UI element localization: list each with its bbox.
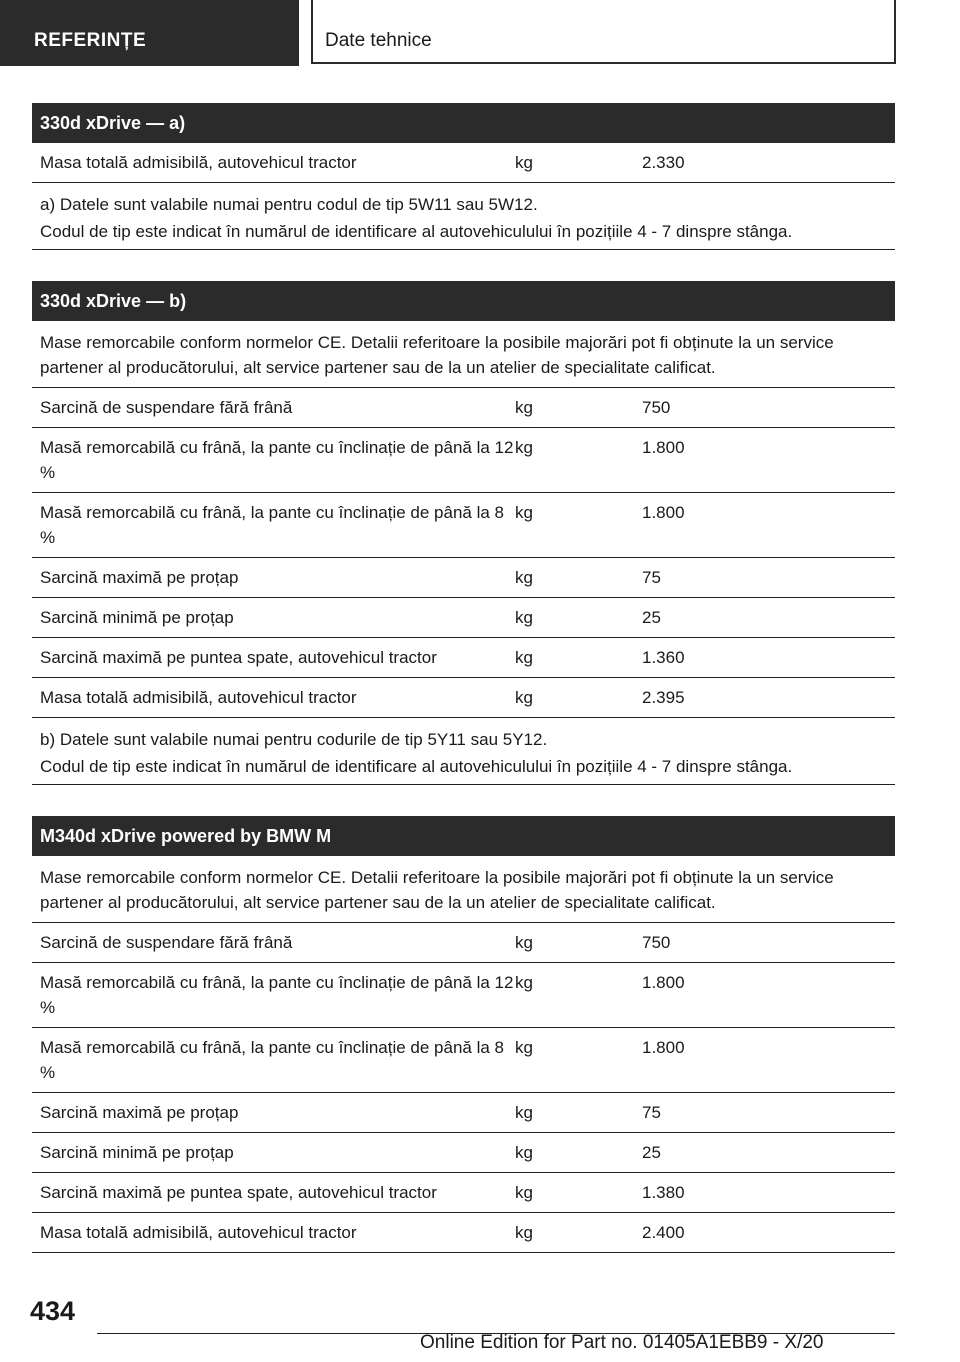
table-row	[32, 963, 895, 1028]
row-value: 75	[642, 568, 661, 587]
row-unit: kg	[515, 503, 533, 522]
row-value: 1.800	[642, 438, 685, 457]
row-value: 750	[642, 933, 671, 952]
table-row	[32, 493, 895, 558]
row-unit: kg	[515, 1143, 533, 1162]
row-label: Sarcină maximă pe proțap	[40, 568, 239, 587]
table-row	[32, 1213, 895, 1253]
row-value: 1.800	[642, 503, 685, 522]
row-value: 1.800	[642, 973, 685, 992]
table-row	[32, 1093, 895, 1133]
row-label: Sarcină de suspendare fără frână	[40, 933, 293, 952]
footnotes	[32, 718, 895, 785]
table-row	[32, 428, 895, 493]
row-value: 750	[642, 398, 671, 417]
row-unit: kg	[515, 1038, 533, 1057]
table-row	[32, 558, 895, 598]
edition-text: Online Edition for Part no. 01405A1EBB9 - X/20	[420, 1332, 824, 1353]
row-label: Masă remorcabilă cu frână, la pante cu înclinație de până la 12 %	[40, 973, 514, 1017]
footnote: Codul de tip este indicat în numărul de identificare al autovehiculului în pozițiile 4 - 7 dinspre stânga.	[40, 757, 793, 776]
chapter-tab: Date tehnice	[311, 0, 896, 64]
row-value: 1.360	[642, 648, 685, 667]
row-value: 75	[642, 1103, 661, 1122]
footnote: b) Datele sunt valabile numai pentru codurile de tip 5Y11 sau 5Y12.	[40, 730, 548, 749]
row-label: Masa totală admisibilă, autovehicul tractor	[40, 688, 357, 707]
table-row	[32, 388, 895, 428]
row-label: Sarcină maximă pe proțap	[40, 1103, 239, 1122]
intro-text: Mase remorcabile conform normelor CE. Detalii referitoare la posibile majorări pot fi obținute la un service partener al producătorului, alt service partener sau de la un atelier de specialitate calificat.	[32, 321, 895, 388]
row-value: 2.330	[642, 153, 685, 172]
page-number: 434	[30, 1296, 76, 1326]
page-header	[0, 0, 960, 66]
block-title: 330d xDrive — a)	[32, 103, 895, 143]
block-title: 330d xDrive — b)	[32, 281, 895, 321]
footnote: Codul de tip este indicat în numărul de identificare al autovehiculului în pozițiile 4 - 7 dinspre stânga.	[40, 222, 793, 241]
spec-block-m340d	[32, 816, 895, 1253]
row-unit: kg	[515, 153, 533, 172]
table-row	[32, 1173, 895, 1213]
row-unit: kg	[515, 438, 533, 457]
row-label: Masă remorcabilă cu frână, la pante cu înclinație de până la 8 %	[40, 1038, 504, 1082]
row-value: 1.380	[642, 1183, 685, 1202]
table-row	[32, 1028, 895, 1093]
row-label: Masă remorcabilă cu frână, la pante cu înclinație de până la 8 %	[40, 503, 504, 547]
row-unit: kg	[515, 1103, 533, 1122]
page-content	[32, 103, 895, 1284]
row-value: 1.800	[642, 1038, 685, 1057]
table-row	[32, 598, 895, 638]
row-value: 25	[642, 1143, 661, 1162]
footnotes	[32, 183, 895, 250]
row-label: Sarcină minimă pe proțap	[40, 1143, 234, 1162]
row-unit: kg	[515, 933, 533, 952]
row-value: 2.400	[642, 1223, 685, 1242]
row-value: 25	[642, 608, 661, 627]
row-label: Sarcină de suspendare fără frână	[40, 398, 293, 417]
spec-block-330d-a	[32, 103, 895, 250]
row-label: Masa totală admisibilă, autovehicul tractor	[40, 153, 357, 172]
row-unit: kg	[515, 398, 533, 417]
row-unit: kg	[515, 1183, 533, 1202]
table-row	[32, 1133, 895, 1173]
footnote: a) Datele sunt valabile numai pentru codul de tip 5W11 sau 5W12.	[40, 195, 538, 214]
row-unit: kg	[515, 648, 533, 667]
table-row	[32, 678, 895, 718]
row-label: Sarcină minimă pe proțap	[40, 608, 234, 627]
row-value: 2.395	[642, 688, 685, 707]
row-label: Sarcină maximă pe puntea spate, autovehicul tractor	[40, 1183, 437, 1202]
row-label: Masa totală admisibilă, autovehicul tractor	[40, 1223, 357, 1242]
spec-block-330d-b	[32, 281, 895, 785]
section-tab: REFERINȚE	[0, 0, 299, 66]
intro-text: Mase remorcabile conform normelor CE. Detalii referitoare la posibile majorări pot fi obținute la un service partener al producătorului, alt service partener sau de la un atelier de specialitate calificat.	[32, 856, 895, 923]
row-unit: kg	[515, 608, 533, 627]
table-row	[32, 923, 895, 963]
row-unit: kg	[515, 973, 533, 992]
table-row	[32, 638, 895, 678]
row-label: Masă remorcabilă cu frână, la pante cu înclinație de până la 12 %	[40, 438, 514, 482]
row-unit: kg	[515, 568, 533, 587]
row-unit: kg	[515, 688, 533, 707]
block-title: M340d xDrive powered by BMW M	[32, 816, 895, 856]
row-unit: kg	[515, 1223, 533, 1242]
table-row	[32, 143, 895, 183]
row-label: Sarcină maximă pe puntea spate, autovehicul tractor	[40, 648, 437, 667]
